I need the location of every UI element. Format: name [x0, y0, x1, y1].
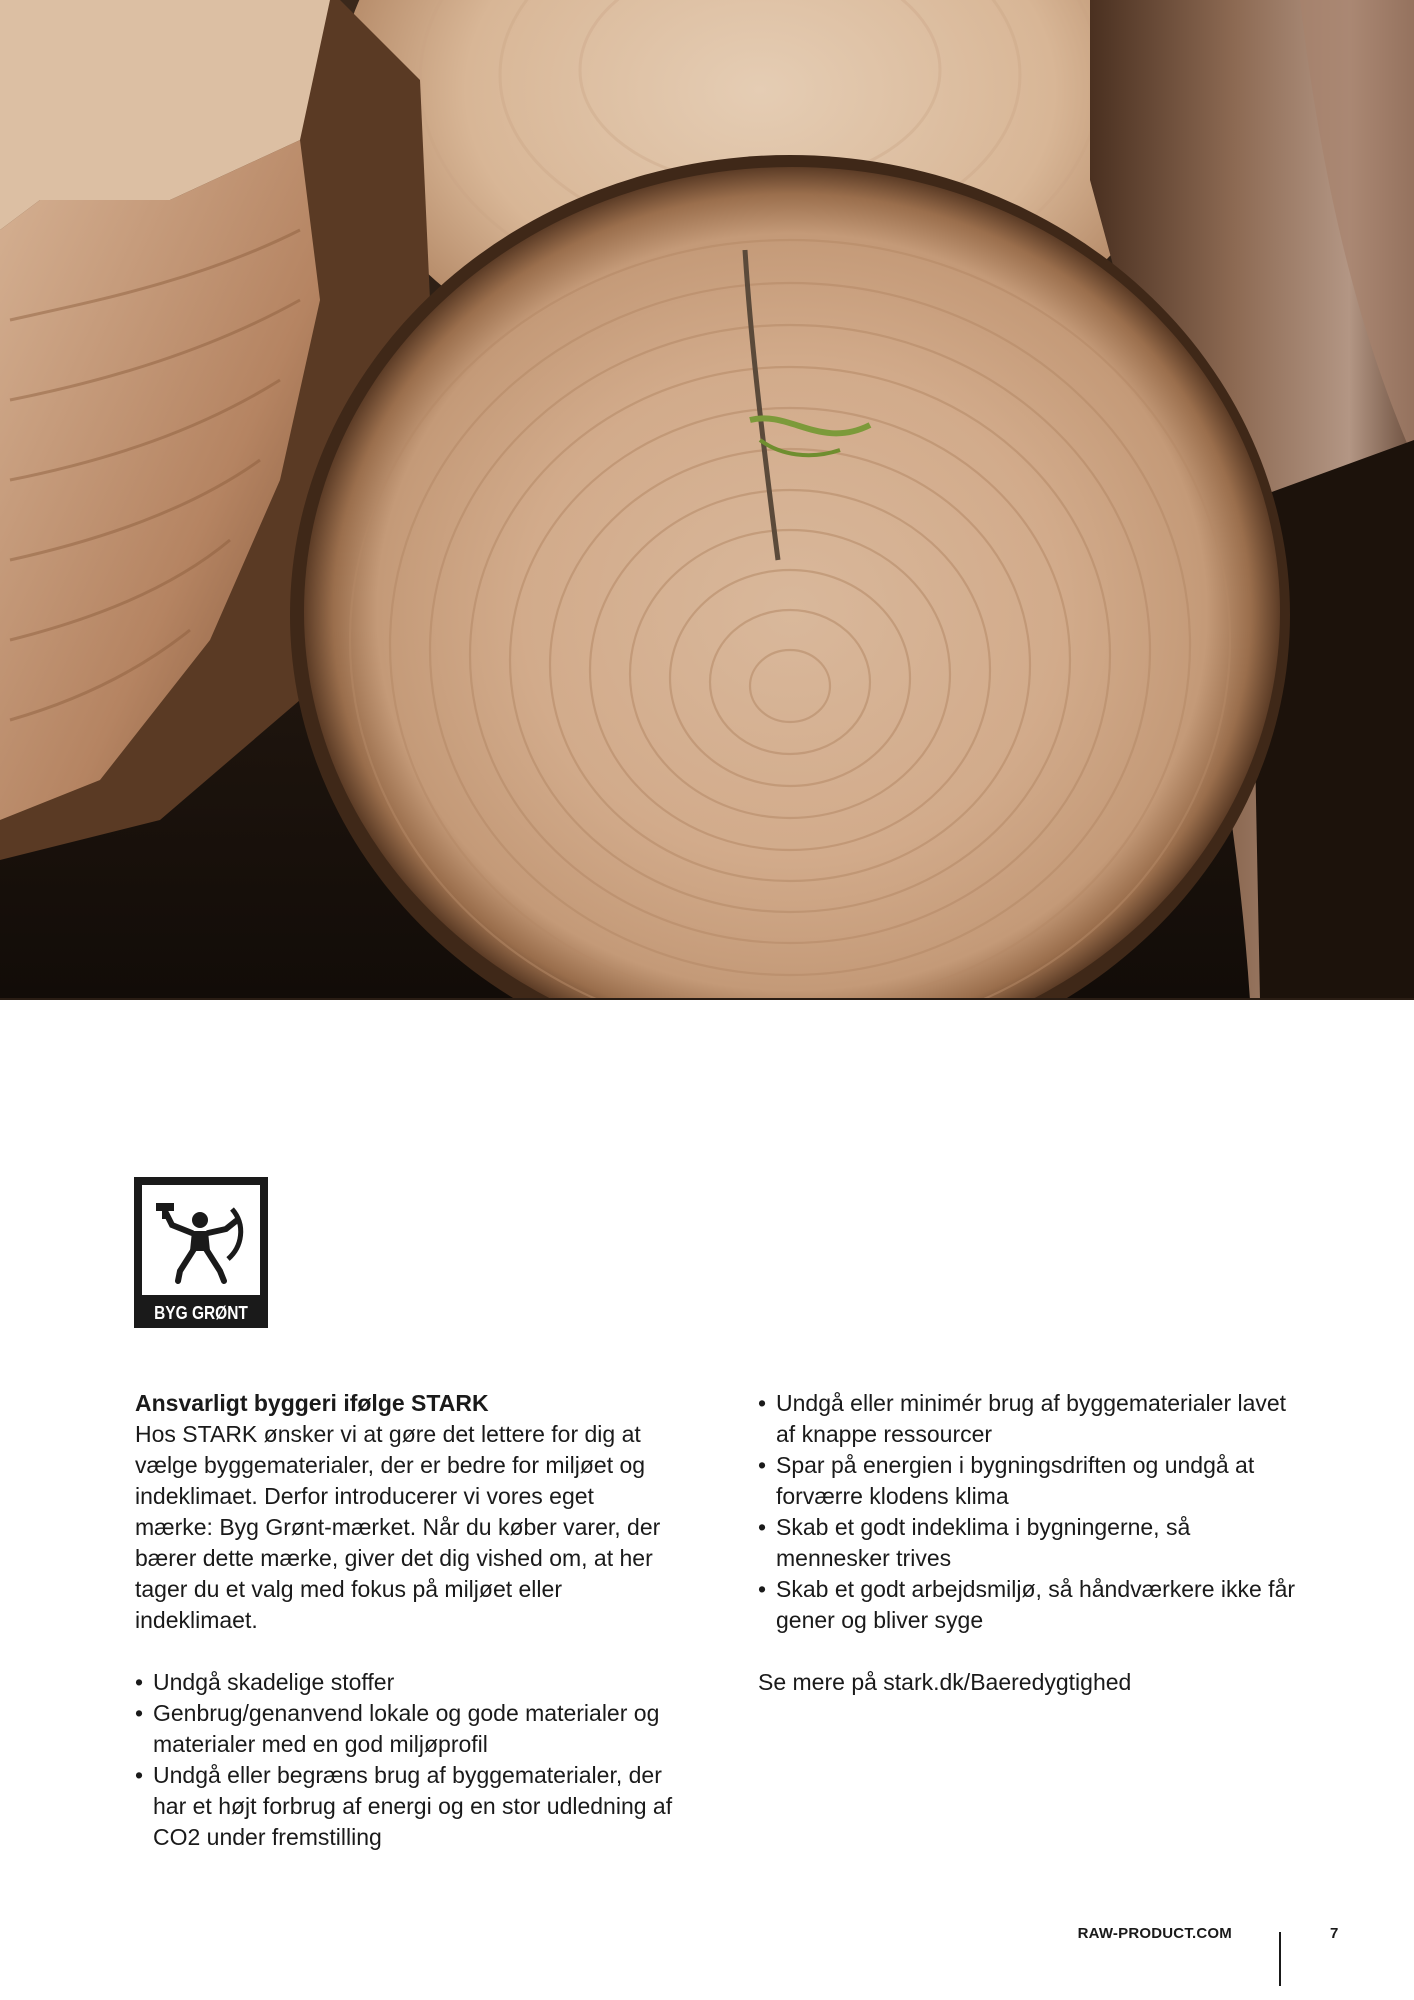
- website-link[interactable]: Se mere på stark.dk/Baeredygtighed: [758, 1669, 1132, 1695]
- list-item: [135, 1698, 675, 1760]
- bullet-glyph: •: [135, 1700, 144, 1726]
- right-bullet-list: [758, 1388, 1298, 1636]
- footer-divider: [1279, 1932, 1281, 1986]
- builder-figure-icon: [142, 1185, 260, 1295]
- footer-site-name[interactable]: RAW-PRODUCT.COM: [1077, 1925, 1232, 1942]
- list-item: [135, 1760, 675, 1853]
- list-item-text: Skab et godt indeklima i bygningerne, så mennesker trives: [776, 1514, 1191, 1571]
- list-item-text: Skab et godt arbejdsmiljø, så håndværkere ikke får gener og bliver syge: [776, 1576, 1296, 1633]
- list-item: [135, 1667, 675, 1698]
- list-item: [758, 1450, 1298, 1512]
- left-text-column: [135, 1388, 675, 1853]
- list-item-text: Spar på energien i bygningsdriften og undgå at forværre klodens klima: [776, 1452, 1255, 1509]
- list-item: [758, 1388, 1298, 1450]
- list-item-text: Undgå eller minimér brug af byggematerialer lavet af knappe ressourcer: [776, 1390, 1287, 1447]
- bullet-glyph: •: [135, 1762, 144, 1788]
- section-heading: Ansvarligt byggeri ifølge STARK: [135, 1390, 489, 1416]
- byg-groent-logo: [134, 1177, 268, 1328]
- list-item-text: Undgå skadelige stoffer: [153, 1669, 395, 1695]
- bullet-glyph: •: [758, 1390, 767, 1416]
- list-item: [758, 1512, 1298, 1574]
- bullet-glyph: •: [758, 1576, 767, 1602]
- intro-paragraph: Hos STARK ønsker vi at gøre det lettere for dig at vælge byggematerialer, der er bedre for miljøet og indeklimaet. Derfor introducerer vi vores eget mærke: Byg Grønt-mærket. Når du køber varer, der bærer dette mærke, giver det dig vished om, at her tager du et valg med fokus på miljøet eller indeklimaet.: [135, 1421, 661, 1633]
- list-item-text: Genbrug/genanvend lokale og gode materialer og materialer med en god miljøprofil: [153, 1700, 660, 1757]
- logo-text: BYG GRØNT: [154, 1303, 248, 1323]
- list-item: [758, 1574, 1298, 1636]
- bullet-glyph: •: [135, 1669, 144, 1695]
- list-item-text: Undgå eller begræns brug af byggematerialer, der har et højt forbrug af energi og en stor udledning af CO2 under fremstilling: [153, 1762, 673, 1850]
- left-bullet-list: [135, 1667, 675, 1853]
- right-text-column: [758, 1388, 1298, 1698]
- bullet-glyph: •: [758, 1514, 767, 1540]
- page-number: 7: [1330, 1925, 1339, 1942]
- logo-emblem-area: [142, 1185, 260, 1295]
- bullet-glyph: •: [758, 1452, 767, 1478]
